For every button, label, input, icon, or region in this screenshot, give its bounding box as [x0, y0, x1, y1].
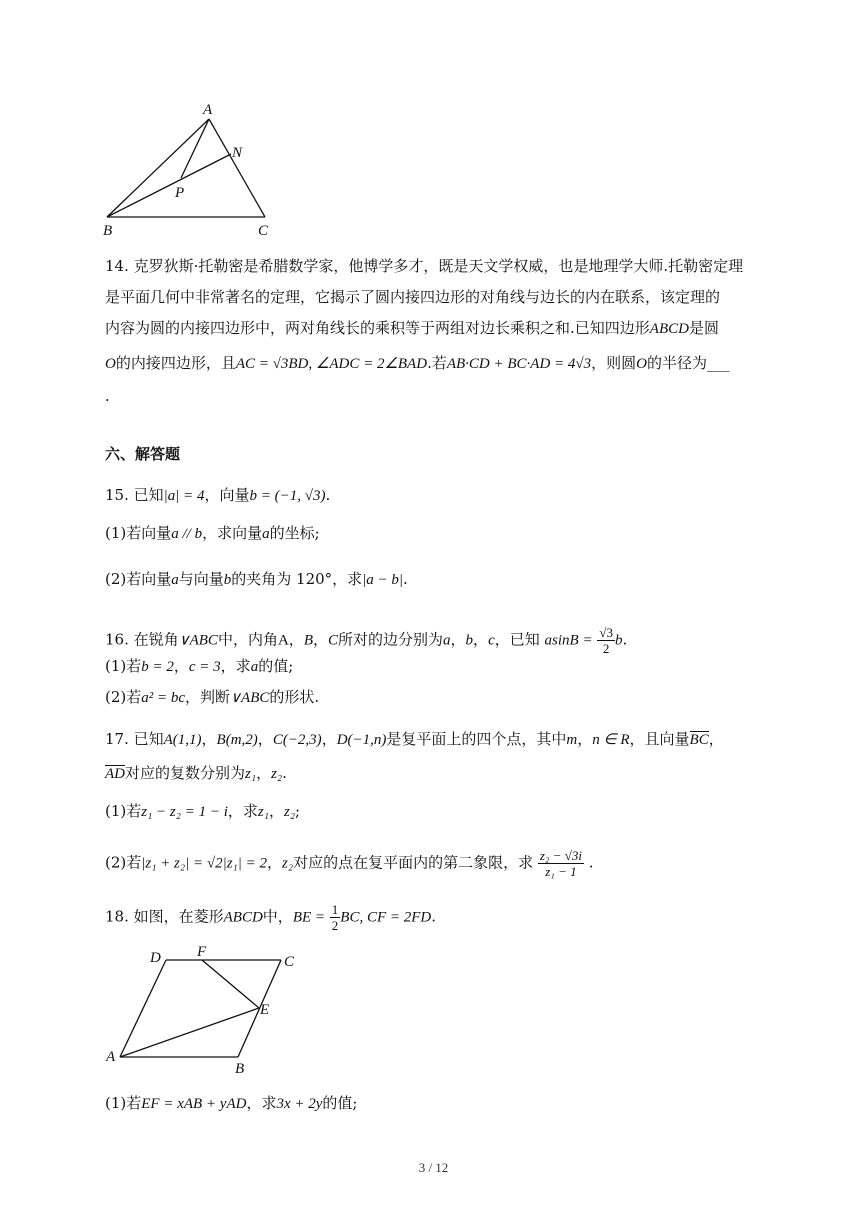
label-E: E [260, 1002, 270, 1018]
label-B: B [235, 1061, 245, 1075]
q16-part2: (2)若a² = bc，判断∨ABC的形状. [105, 688, 320, 706]
q15-part2: (2)若向量a与向量b的夹角为 120°，求|a − b|. [105, 570, 408, 588]
q14-line2: 是平面几何中非常著名的定理，它揭示了圆内接四边形的对角线与边长的内在联系，该定理的 [105, 288, 721, 306]
q17-stem: 17. 已知A(1,1)，B(m,2)，C(−2,3)，D(−1,n)是复平面上的四个点，其中m，n ∈ R，且向量BC， [105, 730, 724, 748]
q14-line5: . [105, 387, 110, 405]
q14-equation: AB·CD + BC·AD = 4√3 [446, 356, 592, 372]
q15-part1: (1)若向量a // b，求向量a的坐标; [105, 524, 320, 542]
label-A: A [203, 102, 213, 118]
label-N: N [232, 145, 243, 161]
q18-part1: (1)若EF = xAB + yAD，求3x + 2y的值; [105, 1094, 358, 1112]
q17-part2: (2)若|z₁ + z₂| = √2|z₁| = 2，z₂对应的点在复平面内的第二象限，求 $\frac{\text{z₂ − √3i}}{\text{z₁ − 1}}$ . [105, 848, 594, 879]
q17-part1: (1)若z₁ − z₂ = 1 − i，求z₁，z₂; [105, 802, 301, 820]
q15-stem: 15. 已知|a| = 4，向量b = (−1, √3). [105, 486, 331, 504]
q14-line4: O的内接四边形，且AC = √3BD, ∠ADC = 2∠BAD.若AB·CD + BC·AD = 4√3，则圆O的半径为___ [105, 354, 730, 372]
fraction: $\frac{\text{z₂ − √3i}}{\text{z₁ − 1}}$ [539, 848, 582, 879]
section-heading: 六、解答题 [105, 445, 181, 463]
page-number: 3 / 12 [418, 1160, 449, 1175]
q16-stem: 16. 在锐角∨ABC中，内角A，B，C所对的边分别为a，b，c，已知 asinB = $\frac{√3}{2}$ b. [105, 625, 628, 656]
fraction: $\frac{1}{2}$ [331, 902, 339, 933]
label-A: A [106, 1049, 116, 1065]
label-C: C [258, 223, 269, 239]
q14-line1: 14. 克罗狄斯·托勒密是希腊数学家，他博学多才，既是天文学权威，也是地理学大师.托勒密定理 [105, 257, 744, 275]
label-B: B [103, 223, 113, 239]
q14-condition: AC = √3BD, ∠ADC = 2∠BAD [235, 356, 428, 372]
fraction: $\frac{√3}{2}$ [599, 625, 613, 656]
triangle-figure [95, 100, 295, 245]
rhombus-figure [100, 940, 310, 1075]
label-D: D [150, 950, 161, 966]
label-C: C [284, 954, 295, 970]
q16-part1: (1)若b = 2，c = 3，求a的值; [105, 657, 294, 675]
q18-stem: 18. 如图，在菱形ABCD中，BE = $\frac{1}{2}$ BC, CF = 2FD. [105, 902, 437, 933]
q14-line3: 内容为圆的内接四边形中，两对角线长的乘积等于两组对边长乘积之和.已知四边形ABCD是圆 [105, 319, 719, 337]
q17-line2: AD对应的复数分别为z₁，z₂. [105, 764, 287, 782]
quad-name: ABCD [649, 321, 689, 337]
label-F: F [197, 944, 207, 960]
label-P: P [175, 185, 185, 201]
